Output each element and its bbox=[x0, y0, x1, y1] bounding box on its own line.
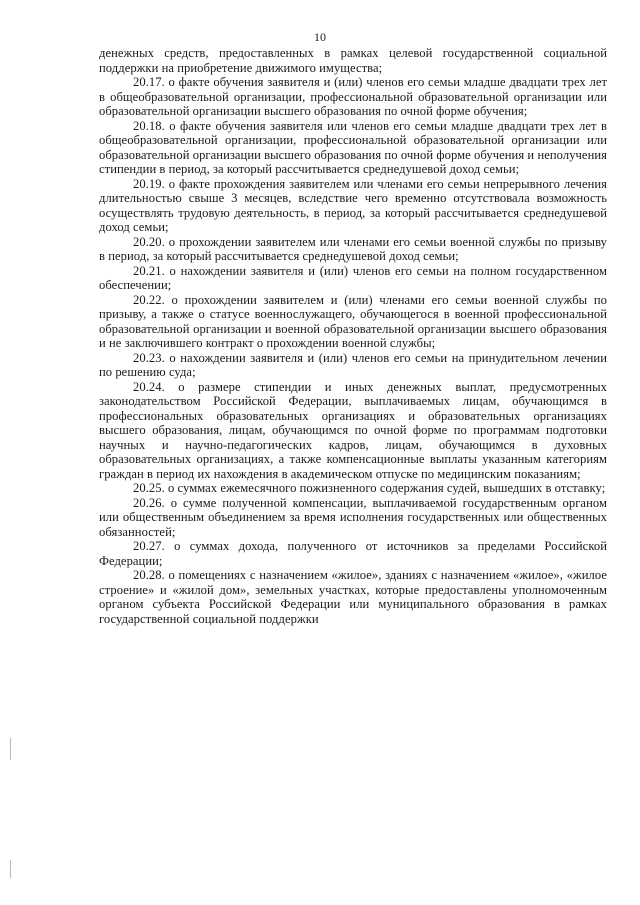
list-item bbox=[99, 119, 607, 177]
scan-edge-mark bbox=[10, 738, 11, 760]
list-item bbox=[99, 75, 607, 119]
item-text: о факте прохождения заявителем или членами его семьи непрерывного лечения длительностью свыше 3 месяцев, вследствие чего временно отсутствовала возможность осуществлять трудовую деятельность, в период, за который рассчитывается среднедушевой доход семьи; bbox=[99, 176, 608, 234]
list-item bbox=[99, 380, 607, 482]
item-text: о прохождении заявителем и (или) членами его семьи военной службы по призыву, а также о статусе военнослужащего, обучающегося в военной профессиональной образовательной организации и военной образовательной организации высшего образования и не заключившего контракт о прохождении военной службы; bbox=[99, 292, 608, 350]
item-number: 20.23. bbox=[133, 350, 165, 365]
item-number: 20.18. bbox=[133, 118, 165, 133]
item-number: 20.24. bbox=[133, 379, 165, 394]
item-number: 20.22. bbox=[133, 292, 165, 307]
list-item bbox=[99, 177, 607, 235]
item-text: о размере стипендии и иных денежных выплат, предусмотренных законодательством Российской Федерации, выплачиваемых лицам, обучающимся в профессиональных образовательных организациях и образовательных организациях высшего образования, лицам, обучающимся по очной форме по программам подготовки научных и научно-педагогических кадров, лицам, обучающимся в духовных образовательных организациях, а также компенсационные выплаты указанным категориям граждан в период их нахождения в академическом отпуске по медицинским показаниям; bbox=[99, 379, 607, 481]
list-item bbox=[99, 235, 607, 264]
item-text: о факте обучения заявителя или членов его семьи младше двадцати трех лет в общеобразовательной организации, профессиональной образовательной организации или образовательной организации высшего образования по очной форме обучения и неполучения стипендии в период, за который рассчитывается среднедушевой доход семьи; bbox=[99, 118, 607, 176]
item-text: о помещениях с назначением «жилое», зданиях с назначением «жилое», «жилое строение» и «жилой дом», земельных участках, которые предоставлены уполномоченным органом субъекта Российской Федерации или муниципального образования в рамках государственной социальной поддержки bbox=[99, 568, 608, 626]
item-text: о нахождении заявителя и (или) членов его семьи на принудительном лечении по решению суда; bbox=[99, 350, 607, 379]
page-number: 10 bbox=[314, 30, 326, 44]
item-number: 20.26. bbox=[133, 495, 165, 510]
list-item bbox=[99, 496, 607, 540]
list-item bbox=[99, 568, 607, 626]
continuation-paragraph: денежных средств, предоставленных в рамках целевой государственной социальной поддержки на приобретение движимого имущества; bbox=[99, 46, 607, 75]
item-text: о факте обучения заявителя и (или) членов его семьи младше двадцати трех лет в общеобразовательной организации, профессиональной образовательной организации или образовательной организации высшего образования по очной форме обучения; bbox=[99, 75, 608, 118]
document-body bbox=[99, 46, 607, 626]
list-item bbox=[99, 264, 607, 293]
item-text: о прохождении заявителем или членами его семьи военной службы по призыву в период, за который рассчитывается среднедушевой доход семьи; bbox=[99, 234, 607, 263]
item-number: 20.20. bbox=[133, 234, 165, 249]
item-text: о суммах дохода, полученного от источников за пределами Российской Федерации; bbox=[99, 539, 607, 568]
list-item bbox=[99, 293, 607, 351]
scan-edge-mark bbox=[10, 860, 11, 878]
item-number: 20.21. bbox=[133, 263, 165, 278]
item-number: 20.25. bbox=[133, 481, 165, 495]
item-text: о нахождении заявителя и (или) членов его семьи на полном государственном обеспечении; bbox=[99, 263, 607, 292]
list-item bbox=[99, 351, 607, 380]
item-text: о сумме полученной компенсации, выплачиваемой государственным органом или общественным объединением за время исполнения государственных или общественных обязанностей; bbox=[99, 495, 607, 539]
items-list bbox=[99, 75, 607, 626]
list-item bbox=[99, 539, 607, 568]
item-number: 20.19. bbox=[133, 176, 165, 191]
item-text: о суммах ежемесячного пожизненного содержания судей, вышедших в отставку; bbox=[168, 481, 606, 495]
item-number: 20.27. bbox=[133, 539, 165, 553]
list-item bbox=[99, 481, 607, 496]
item-number: 20.17. bbox=[133, 75, 165, 89]
item-number: 20.28. bbox=[133, 568, 165, 582]
